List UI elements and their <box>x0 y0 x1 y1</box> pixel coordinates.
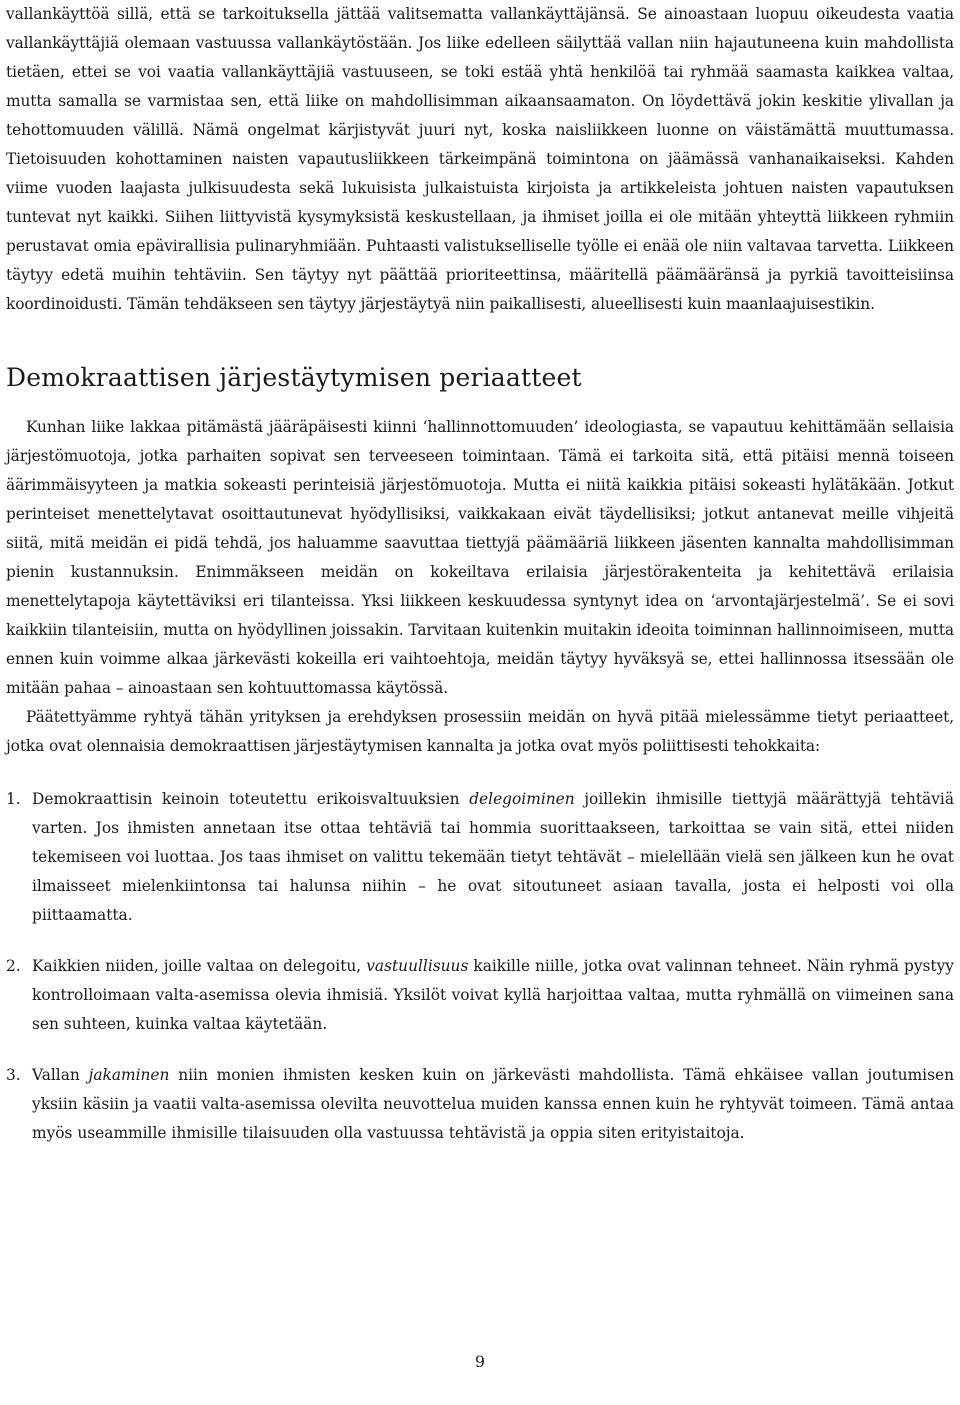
body-paragraph-intro: vallankäyttöä sillä, että se tarkoituksella jättää valitsematta vallankäyttäjänsä. Se ainoastaan luopuu oikeudesta vaatia vallankäyttäjiä olemaan vastuussa vallankäytöstään. Jos liike edelleen säilyttää vallan niin hajautuneena kuin mahdollista tietäen, ettei se voi vaatia vallankäyttäjiä vastuuseen, se toki estää yhtä henkilöä tai ryhmää saamasta kaikkea valtaa, mutta samalla se varmistaa sen, että liike on mahdollisimman aikaansaamaton. On löydettävä jokin keskitie ylivallan ja tehottomuuden välillä. Nämä ongelmat kärjistyvät juuri nyt, koska naisliikkeen luonne on väistämättä muuttumassa. Tietoisuuden kohottaminen naisten vapautusliikkeen tärkeimpänä toimintona on jäämässä vanhanaikaiseksi. Kahden viime vuoden laajasta julkisuudesta sekä lukuisista julkaistuista kirjoista ja artikkeleista johtuen naisten vapautuksen tuntevat nyt kaikki. Siihen liittyvistä kysymyksistä keskustellaan, ja ihmiset joilla ei ole mitään yhteyttä liikkeen ryhmiin perustavat omia epävirallisia pulinaryhmiään. Puhtaasti valistukselliselle työlle ei enää ole niin valtavaa tarvetta. Liikkeen täytyy edetä muihin tehtäviin. Sen täytyy nyt päättää prioriteettinsa, määritellä päämääränsä ja pyrkiä tavoitteisiinsa koordinoidusti. Tämän tehdäkseen sen täytyy järjestäytyä niin paikallisesti, alueellisesti kuin maanlaajuisestikin. <box>6 5 954 313</box>
list-item-emphasis: delegoiminen <box>469 790 575 808</box>
list-item-text-before: Kaikkien niiden, joille valtaa on delegoitu, <box>32 957 367 975</box>
list-item <box>6 785 954 930</box>
list-item-number: 3. <box>6 1066 21 1084</box>
list-item-emphasis: jakaminen <box>88 1066 170 1084</box>
body-paragraph-1: Kunhan liike lakkaa pitämästä jääräpäisesti kiinni ‘hallinnottomuuden’ ideologiasta, se vapautuu kehittämään sellaisia järjestömuotoja, jotka parhaiten sopivat sen terveeseen toimintaan. Tämä ei tarkoita sitä, että pitäisi mennä toiseen äärimmäisyyteen ja matkia sokeasti perinteisiä järjestömuotoja. Mutta ei niitä kaikkia pitäisi sokeasti hylätäkään. Jotkut perinteiset menettelytavat osoittautunevat hyödyllisiksi, vaikkakaan eivät täydellisiksi; jotkut antanevat meille vihjeitä siitä, mitä meidän ei pidä tehdä, jos haluamme saavuttaa tiettyjä päämääriä liikkeen jäsenten kannalta mahdollisimman pienin kustannuksin. Enimmäkseen meidän on kokeiltava erilaisia järjestörakenteita ja kehitettävä erilaisia menettelytapoja käytettäviksi eri tilanteissa. Yksi liikkeen keskuudessa syntynyt idea on ‘arvontajärjestelmä’. Se ei sovi kaikkiin tilanteisiin, mutta on hyödyllinen joissakin. Tarvitaan kuitenkin muitakin ideoita toiminnan hallinnoimiseen, mutta ennen kuin voimme alkaa järkevästi kokeilla eri vaihtoehtoja, meidän täytyy hyväksyä se, ettei hallinnossa itsessään ole mitään pahaa – ainoastaan sen kohtuuttomassa käytössä. <box>6 418 954 697</box>
list-item-number: 1. <box>6 790 21 808</box>
document-page <box>6 0 954 1170</box>
page-number: 9 <box>474 1352 486 1371</box>
principles-list <box>6 785 954 1148</box>
list-item-text-before: Vallan <box>32 1066 89 1084</box>
list-item-emphasis: vastuullisuus <box>366 957 469 975</box>
list-item-text-after: niin monien ihmisten kesken kuin on järkevästi mahdollista. Tämä ehkäisee vallan joutumisen yksiin käsiin ja vaatii valta-asemissa olevilta neuvottelua muiden kanssa ennen kuin he ryhtyvät toimeen. Tämä antaa myös useammille ihmisille tilaisuuden olla vastuussa tehtävistä ja oppia siten erityistaitoja. <box>32 1066 954 1142</box>
list-item-text-after: joillekin ihmisille tiettyjä määrättyjä tehtäviä varten. Jos ihmisten annetaan itse ottaa tehtäviä tai hommia suorittaakseen, tarkoittaa se vain sitä, ettei niiden tekemiseen voi luottaa. Jos taas ihmiset on valittu tekemään tietyt tehtävät – mielellään vielä sen jälkeen kun he ovat ilmaisseet mielenkiintonsa tai halunsa niihin – he ovat sitoutuneet asiaan tavalla, josta ei helposti voi olla piittaamatta. <box>32 790 954 924</box>
list-item <box>6 1061 954 1148</box>
list-item-text-after: kaikille niille, jotka ovat valinnan tehneet. Näin ryhmä pystyy kontrolloimaan valta-asemissa olevia ihmisiä. Yksilöt voivat kyllä harjoittaa valtaa, mutta ryhmällä on viimeinen sana sen suhteen, kuinka valtaa käytetään. <box>32 957 954 1033</box>
section-heading: Demokraattisen järjestäytymisen periaatteet <box>6 363 582 392</box>
list-item <box>6 952 954 1039</box>
list-item-text-before: Demokraattisin keinoin toteutettu erikoisvaltuuksien <box>32 790 470 808</box>
list-item-number: 2. <box>6 957 21 975</box>
body-paragraph-2: Päätettyämme ryhtyä tähän yrityksen ja erehdyksen prosessiin meidän on hyvä pitää mielessämme tietyt periaatteet, jotka ovat olennaisia demokraattisen järjestäytymisen kannalta ja jotka ovat myös poliittisesti tehokkaita: <box>6 708 954 755</box>
